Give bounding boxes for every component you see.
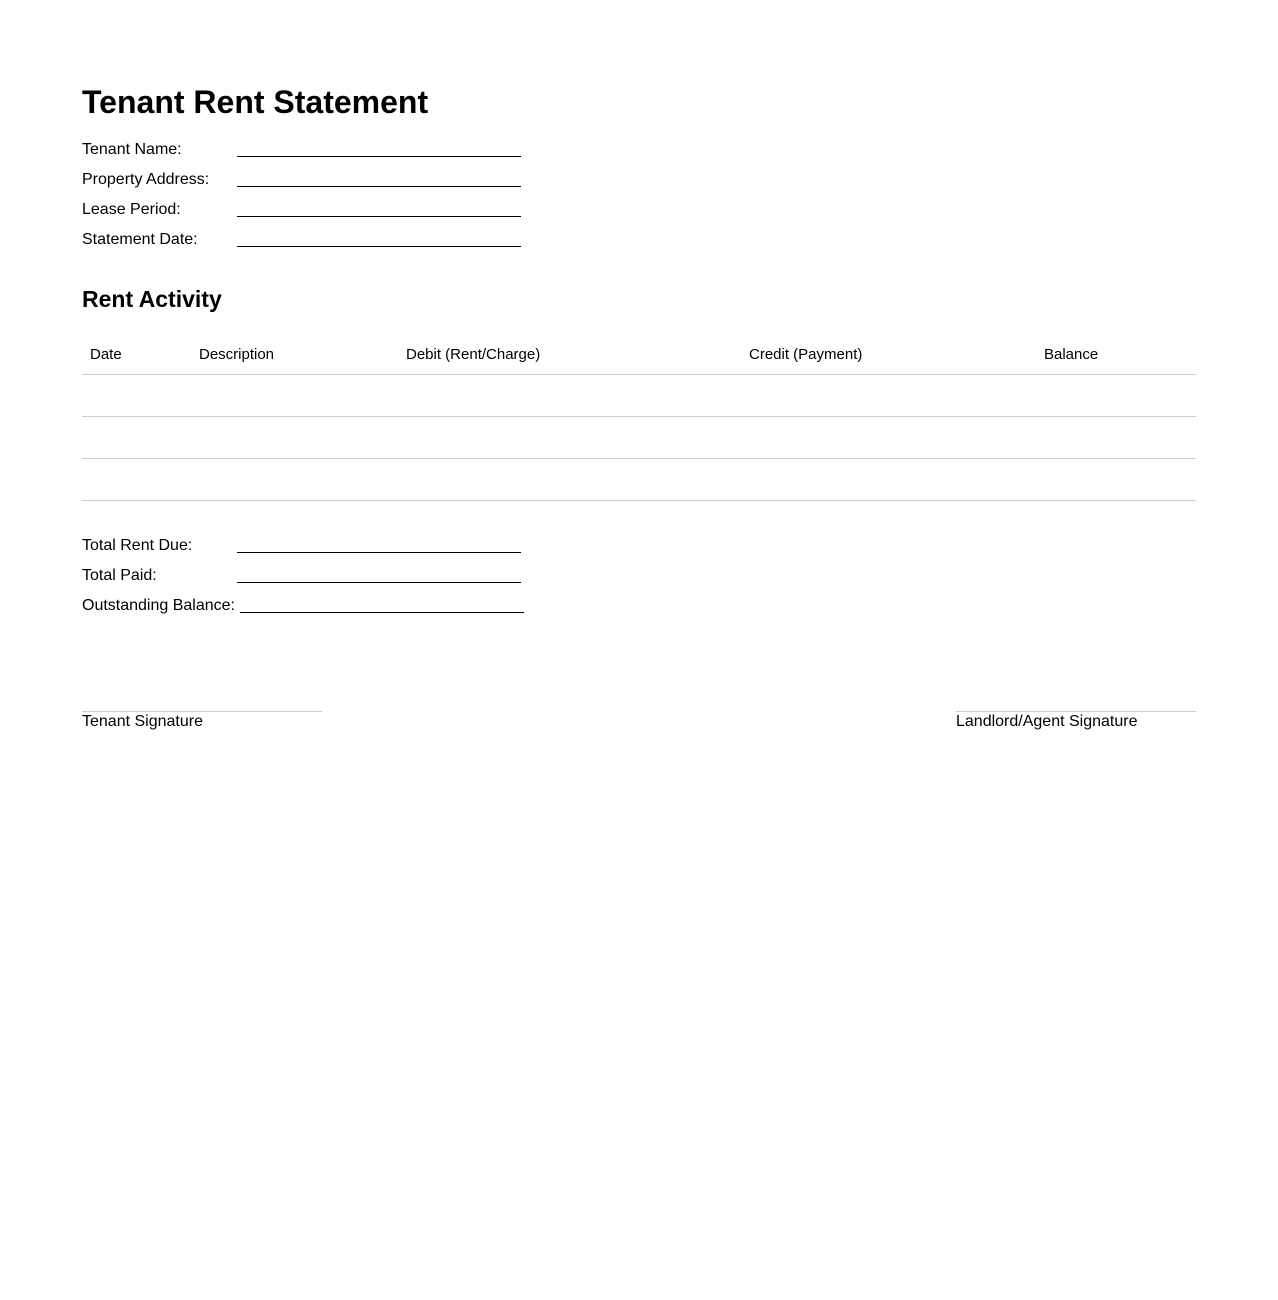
tenant-name-label: Tenant Name: [82,141,182,158]
description-cell[interactable] [191,417,398,459]
debit-cell[interactable] [398,417,741,459]
date-cell[interactable] [82,417,191,459]
column-header-description: Description [191,334,398,375]
lease-period-row [82,198,542,228]
credit-cell[interactable] [741,375,1036,417]
outstanding-balance-label: Outstanding Balance: [82,597,235,614]
lease-period-field[interactable] [237,216,521,217]
date-cell[interactable] [82,459,191,501]
table-header-row [82,334,1196,375]
statement-date-label: Statement Date: [82,231,198,248]
total-paid-label: Total Paid: [82,567,157,584]
total-paid-row [82,564,542,594]
rent-activity-heading: Rent Activity [82,286,222,312]
date-cell[interactable] [82,375,191,417]
table-row [82,417,1196,459]
balance-cell[interactable] [1036,375,1196,417]
total-rent-due-label: Total Rent Due: [82,537,193,554]
column-header-date: Date [82,334,191,375]
debit-cell[interactable] [398,375,741,417]
credit-cell[interactable] [741,459,1036,501]
page-title: Tenant Rent Statement [82,84,429,120]
property-address-row [82,168,542,198]
property-address-field[interactable] [237,186,521,187]
tenant-signature-label: Tenant Signature [82,713,203,730]
lease-period-label: Lease Period: [82,201,181,218]
tenant-name-field[interactable] [237,156,521,157]
outstanding-balance-row [82,594,542,624]
total-rent-due-field[interactable] [237,552,521,553]
total-paid-field[interactable] [237,582,521,583]
tenant-signature-line[interactable] [82,711,322,732]
debit-cell[interactable] [398,459,741,501]
statement-date-row [82,228,542,258]
landlord-signature-line[interactable] [956,711,1196,732]
tenant-name-row [82,138,542,168]
description-cell[interactable] [191,375,398,417]
total-rent-due-row [82,534,542,564]
statement-date-field[interactable] [237,246,521,247]
totals-block [82,534,542,624]
column-header-debit: Debit (Rent/Charge) [398,334,741,375]
credit-cell[interactable] [741,417,1036,459]
tenant-info-block [82,138,542,258]
column-header-balance: Balance [1036,334,1196,375]
balance-cell[interactable] [1036,417,1196,459]
outstanding-balance-field[interactable] [240,612,524,613]
property-address-label: Property Address: [82,171,210,188]
description-cell[interactable] [191,459,398,501]
rent-activity-table [82,334,1196,501]
table-row [82,459,1196,501]
table-row [82,375,1196,417]
balance-cell[interactable] [1036,459,1196,501]
landlord-signature-label: Landlord/Agent Signature [956,713,1138,730]
column-header-credit: Credit (Payment) [741,334,1036,375]
